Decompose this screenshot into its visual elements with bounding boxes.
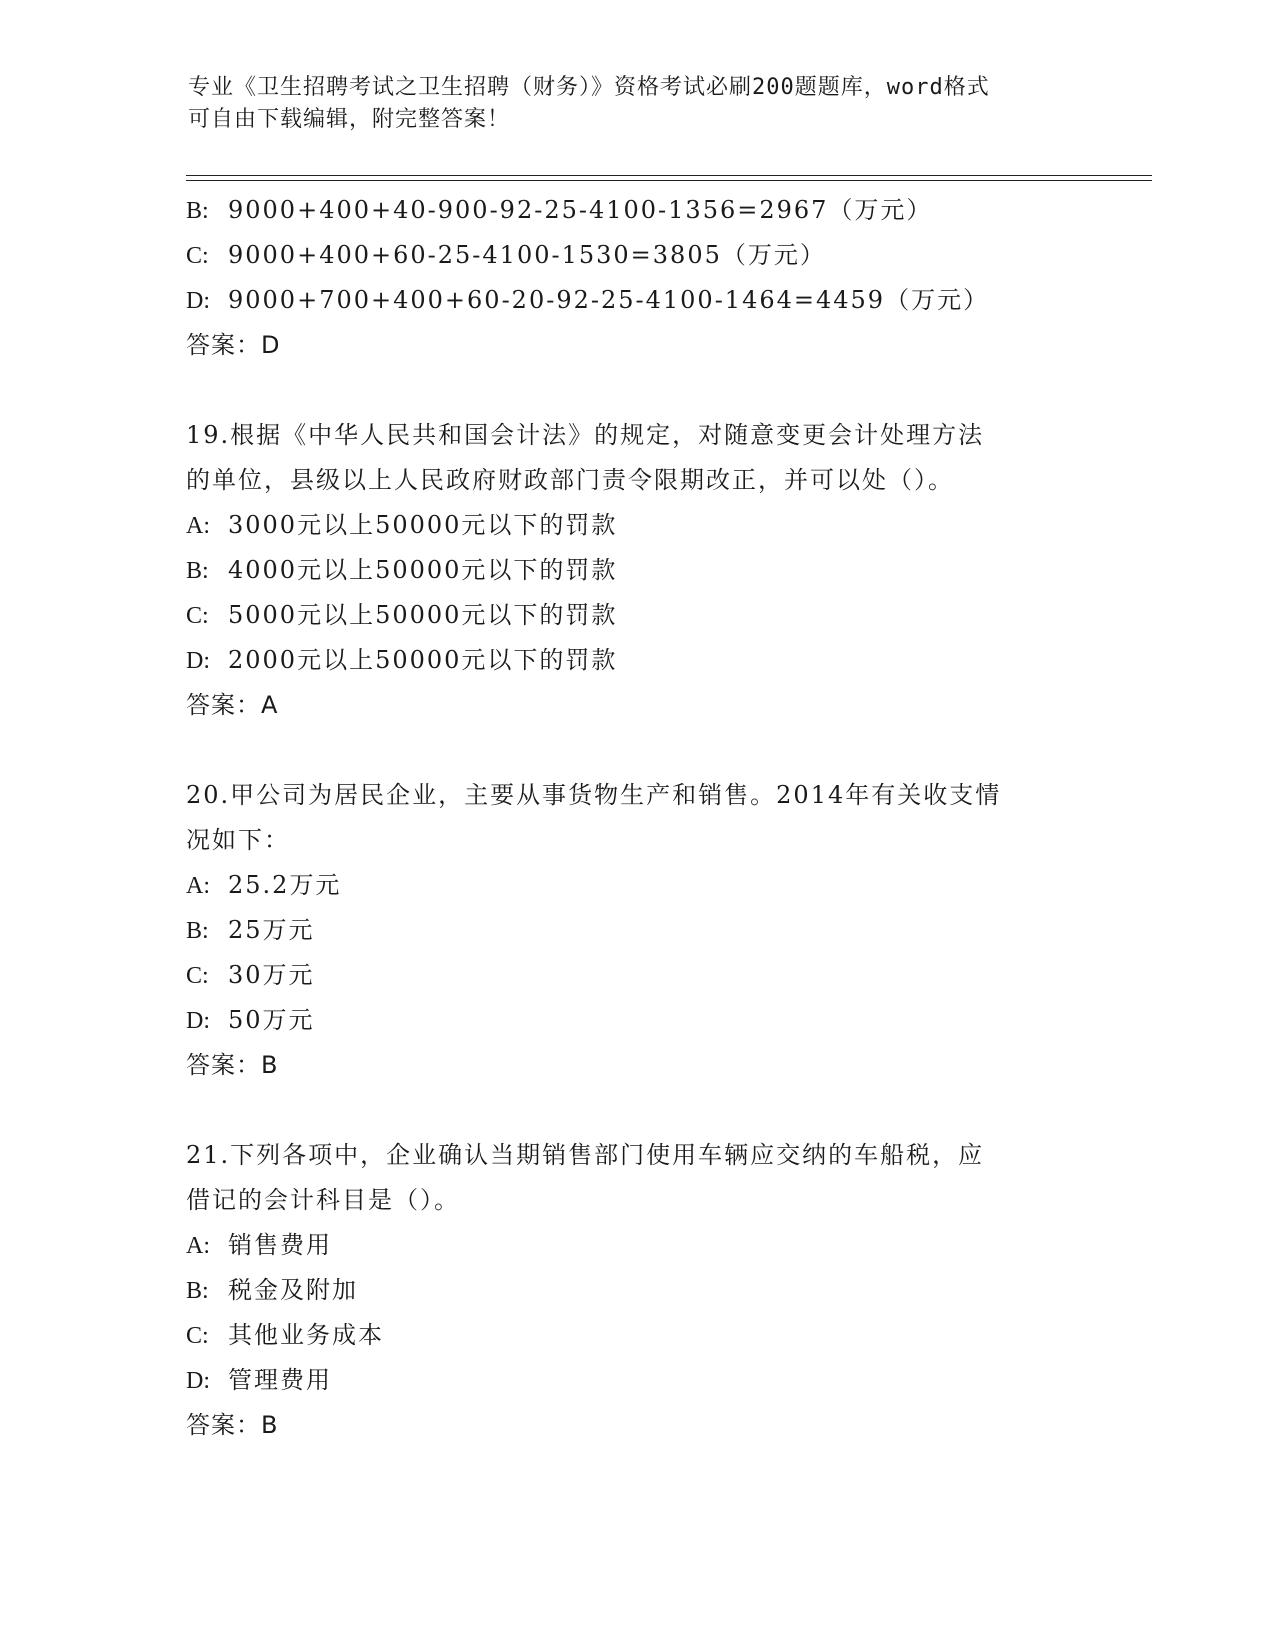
question-21 <box>186 1133 1086 1448</box>
option-text: 3000元以上50000元以下的罚款 <box>228 511 618 539</box>
question-18-tail <box>186 188 1086 368</box>
question-stem-line1: 21.下列各项中，企业确认当期销售部门使用车辆应交纳的车船税，应 <box>186 1141 985 1169</box>
question-stem-line2: 的单位，县级以上人民政府财政部门责令限期改正，并可以处（）。 <box>186 466 954 494</box>
option-d <box>186 278 1086 323</box>
option-text: 9000+400+60-25-4100-1530=3805（万元） <box>228 241 826 269</box>
question-stem-line1: 20.甲公司为居民企业，主要从事货物生产和销售。2014年有关收支情 <box>186 781 1002 809</box>
option-b <box>186 908 1086 953</box>
question-stem-line2: 况如下： <box>186 826 290 854</box>
option-c <box>186 233 1086 278</box>
option-text: 5000元以上50000元以下的罚款 <box>228 601 618 629</box>
option-letter: B: <box>186 1278 209 1304</box>
option-text: 其他业务成本 <box>228 1321 384 1349</box>
page-header <box>188 72 1088 136</box>
option-text: 25.2万元 <box>228 871 342 899</box>
option-letter: C: <box>186 603 209 629</box>
question-stem-line1: 19.根据《中华人民共和国会计法》的规定，对随意变更会计处理方法 <box>186 421 985 449</box>
option-text: 税金及附加 <box>228 1276 358 1304</box>
option-text: 销售费用 <box>228 1231 332 1259</box>
option-letter: B: <box>186 198 209 224</box>
option-c <box>186 593 1086 638</box>
option-c <box>186 1313 1086 1358</box>
option-a <box>186 863 1086 908</box>
option-letter: B: <box>186 918 209 944</box>
answer-line: 答案：D <box>186 331 281 359</box>
option-letter: D: <box>186 288 210 314</box>
spacer <box>186 1088 1086 1133</box>
header-divider-bottom <box>186 180 1152 181</box>
answer-line: 答案：B <box>186 1051 279 1079</box>
option-text: 50万元 <box>228 1006 315 1034</box>
answer-line: 答案：A <box>186 691 279 719</box>
question-content <box>186 188 1086 1448</box>
option-d <box>186 638 1086 683</box>
option-letter: C: <box>186 963 209 989</box>
option-b <box>186 188 1086 233</box>
option-letter: A: <box>186 513 210 539</box>
option-d <box>186 998 1086 1043</box>
question-20 <box>186 773 1086 1088</box>
option-letter: C: <box>186 243 209 269</box>
option-text: 9000+400+40-900-92-25-4100-1356=2967（万元） <box>228 196 933 224</box>
option-letter: D: <box>186 1368 210 1394</box>
option-letter: D: <box>186 648 210 674</box>
option-a <box>186 1223 1086 1268</box>
option-d <box>186 1358 1086 1403</box>
option-letter: B: <box>186 558 209 584</box>
option-text: 4000元以上50000元以下的罚款 <box>228 556 618 584</box>
header-divider-top <box>186 175 1152 176</box>
header-title-line2: 可自由下载编辑，附完整答案！ <box>188 107 511 132</box>
option-letter: A: <box>186 873 210 899</box>
option-text: 管理费用 <box>228 1366 332 1394</box>
option-b <box>186 548 1086 593</box>
question-19 <box>186 413 1086 728</box>
spacer <box>186 728 1086 773</box>
option-letter: A: <box>186 1233 210 1259</box>
option-text: 30万元 <box>228 961 315 989</box>
option-letter: C: <box>186 1323 209 1349</box>
option-a <box>186 503 1086 548</box>
header-title-line1: 专业《卫生招聘考试之卫生招聘（财务）》资格考试必刷200题题库，word格式 <box>188 75 990 100</box>
option-c <box>186 953 1086 998</box>
option-b <box>186 1268 1086 1313</box>
question-stem-line2: 借记的会计科目是（）。 <box>186 1186 460 1214</box>
option-text: 25万元 <box>228 916 315 944</box>
option-text: 2000元以上50000元以下的罚款 <box>228 646 618 674</box>
spacer <box>186 368 1086 413</box>
answer-line: 答案：B <box>186 1411 279 1439</box>
option-text: 9000+700+400+60-20-92-25-4100-1464=4459（万元） <box>228 286 990 314</box>
option-letter: D: <box>186 1008 210 1034</box>
